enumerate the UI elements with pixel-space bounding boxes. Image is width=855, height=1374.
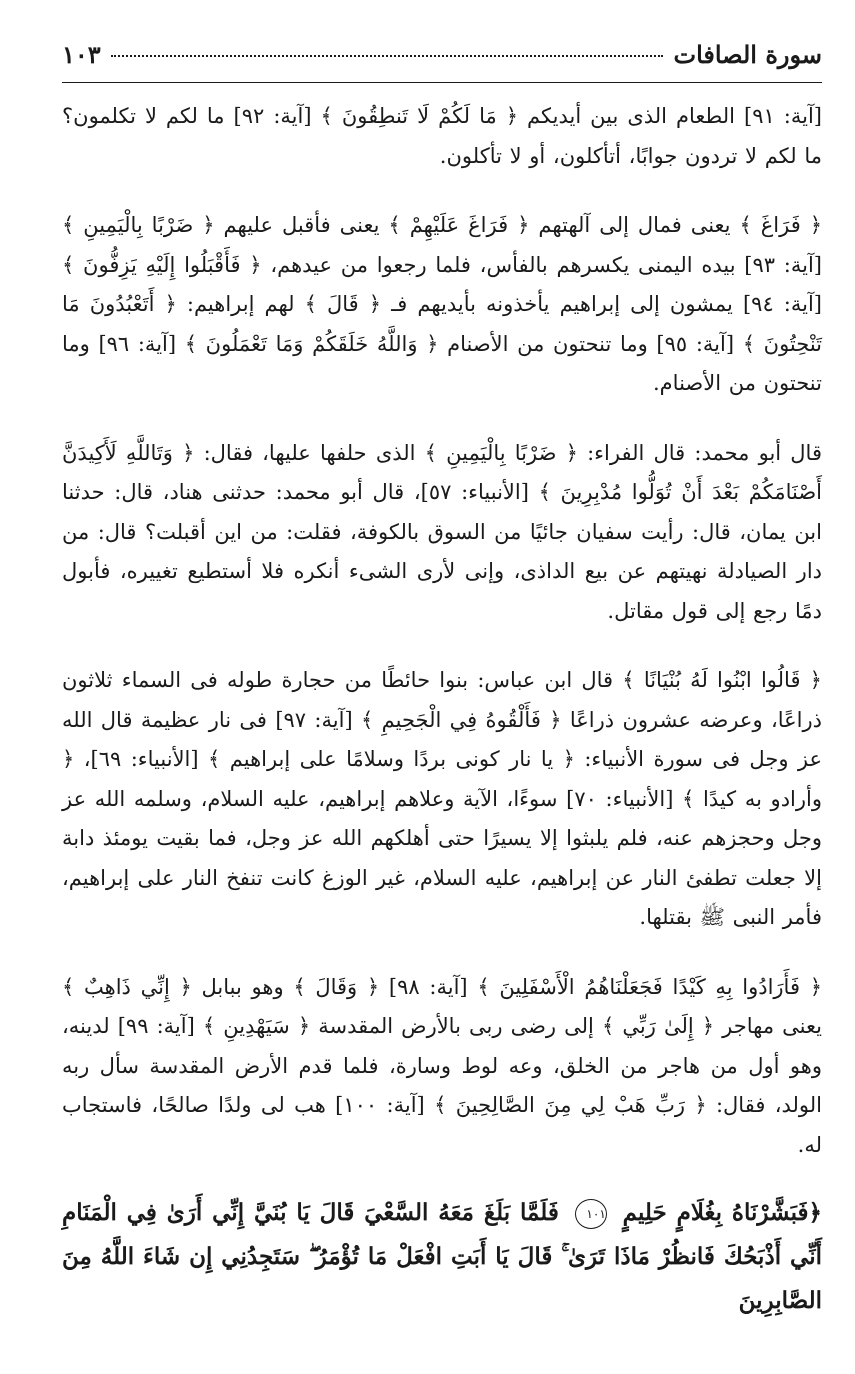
page-number: ١٠٣ [62,40,101,69]
paragraph: ﴿ فَأَرَادُوا بِهِ كَيْدًا فَجَعَلْنَاهُمُ الْأَسْفَلِينَ ﴾ [آية: ٩٨] ﴿ وَقَالَ ﴾ وهو ببابل ﴿ إِنِّي ذَاهِبٌ ﴾ يعنى مهاجر ﴿ إِلَىٰ رَبِّي ﴾ إلى رضى ربى بالأرض المقدسة ﴿ سَيَهْدِينِ ﴾ [آية: ٩٩] لدينه، وهو أول من هاجر من الخلق، وعه لوط وسارة، فلما قدم الأرض المقدسة سأل ربه الولد، فقال: ﴿ رَبِّ هَبْ لِي مِنَ الصَّالِحِينَ ﴾ [آية: ١٠٠] هب لى ولدًا صالحًا، فاستجاب له. [62,974,823,1157]
paragraph: [آية: ٩١] الطعام الذى بين أيديكم ﴿ مَا لَكُمْ لَا تَنطِقُونَ ﴾ [آية: ٩٢] ما لكم لا تكلمون؟ ما لكم لا تردون جوابًا، أتأكلون، أو لا تأكلون. [62,104,822,168]
header-dot-leader [111,55,664,57]
page-header [62,40,822,83]
paragraph: ﴿ فَرَاغَ ﴾ يعنى فمال إلى آلهتهم ﴿ فَرَاغَ عَلَيْهِمْ ﴾ يعنى فأقبل عليهم ﴿ ضَرْبًا بِالْيَمِينِ ﴾ [آية: ٩٣] بيده اليمنى يكسرهم بالفأس، فلما رجعوا من عيدهم، ﴿ فَأَقْبَلُوا إِلَيْهِ يَزِفُّونَ ﴾ [آية: ٩٤] يمشون إلى إبراهيم يأخذونه بأيديهم فـ ﴿ قَالَ ﴾ لهم إبراهيم: ﴿ أَتَعْبُدُونَ مَا تَنْحِتُونَ ﴾ [آية: ٩٥] وما تنحتون من الأصنام ﴿ وَاللَّهُ خَلَقَكُمْ وَمَا تَعْمَلُونَ ﴾ [آية: ٩٦] وما تنحتون من الأصنام. [62,213,823,395]
paragraph-gap [62,938,822,968]
paragraph: قال أبو محمد: قال الفراء: ﴿ ضَرْبًا بِالْيَمِينِ ﴾ الذى حلفها عليها، فقال: ﴿ وَتَاللَّهِ لَأَكِيدَنَّ أَصْنَامَكُمْ بَعْدَ أَنْ تُوَلُّوا مُدْبِرِينَ ﴾ [الأنبياء: ٥٧]، قال أبو محمد: حدثنى هناد، قال: حدثنا ابن يمان، قال: رأيت سفيان جائيًا من السوق بالكوفة، فقلت: من اين أقبلت؟ قال: من دار الصيادلة نهيتهم عن بيع الداذى، وإنى لأرى الشىء أنكره فلا أستطيع تغييره، فأبول دمًا رجع إلى قول مقاتل. [62,440,822,623]
ayah-number-marker: ١٠١ [575,1199,607,1229]
paragraph-gap [62,404,822,434]
quran-text: ﴿فَبَشَّرْنَاهُ بِغُلَامٍ حَلِيمٍ [622,1199,822,1226]
quran-verse-block [62,1191,822,1323]
quran-text: فَلَمَّا بَلَغَ مَعَهُ السَّعْيَ قَالَ يَا بُنَيَّ إِنِّي أَرَىٰ فِي الْمَنَامِ أَنِّي أَذْبَحُكَ فَانظُرْ مَاذَا تَرَىٰ ۚ قَالَ يَا أَبَتِ افْعَلْ مَا تُؤْمَرُ ۖ سَتَجِدُنِي إِن شَاءَ اللَّهُ مِنَ الصَّابِرِينَ [62,1199,822,1314]
surah-title: سورة الصافات [673,40,822,69]
paragraph: ﴿ قَالُوا ابْنُوا لَهُ بُنْيَانًا ﴾ قال ابن عباس: بنوا حائطًا من حجارة طوله فى السماء ثلاثون ذراعًا، وعرضه عشرون ذراعًا ﴿ فَأَلْقُوهُ فِي الْجَحِيمِ ﴾ [آية: ٩٧] فى نار عظيمة قال الله عز وجل فى سورة الأنبياء: ﴿ يا نار كونى بردًا وسلامًا على إبراهيم ﴾ [الأنبياء: ٦٩]، ﴿ وأرادو به كيدًا ﴾ [الأنبياء: ٧٠] سوءًا، الآية وعلاهم إبراهيم، عليه السلام، وسلمه الله عز وجل وحجزهم عنه، فلم يلبثوا إلا يسيرًا حتى أهلكهم الله عز وجل، فما بقيت يومئذ دابة إلا جعلت تطفئ النار عن إبراهيم، عليه السلام، غير الوزغ كانت تنفخ النار على إبراهيم، فأمر النبى ﷺ بقتلها. [62,668,823,929]
paragraph-gap [62,631,822,661]
book-page [62,40,822,1346]
paragraph-gap [62,176,822,206]
